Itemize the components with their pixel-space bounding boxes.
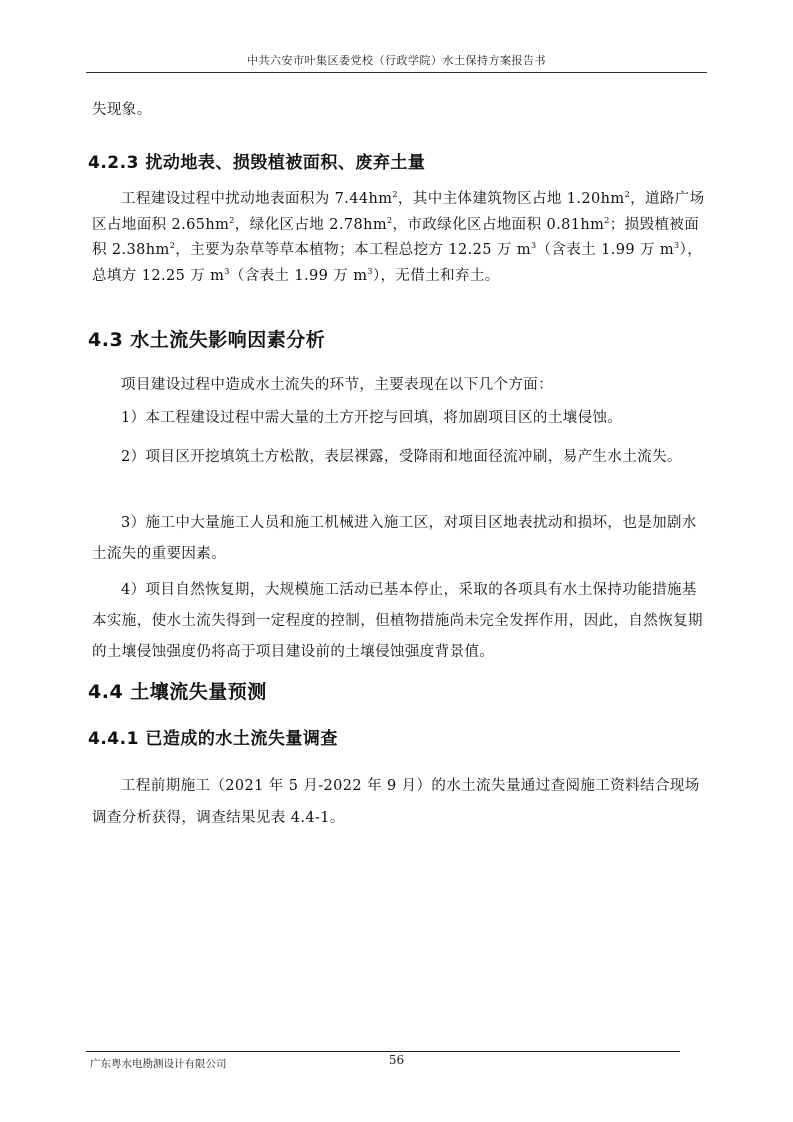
heading-4-3: 4.3 水土流失影响因素分析 — [88, 329, 326, 351]
disturb-text-f: ；损毁植被面积 2.38hm — [92, 216, 700, 258]
sup-area-1: 2 — [392, 190, 398, 200]
disturb-text-d: ，绿化区占地 2.78hm — [234, 216, 387, 233]
header-divider — [86, 72, 707, 73]
heading-4-4-1: 4.4.1 已造成的水土流失量调查 — [88, 729, 338, 749]
paragraph-factor-4: 4）项目自然恢复期，大规模施工活动已基本停止，采取的各项具有水土保持功能措施基本实施，使水土流失得到一定程度的控制，但植物措施尚未完全发挥作用，因此，自然恢复期的土壤侵蚀强度仍将高于项目建设前的土壤侵蚀强度背景值。 — [92, 582, 703, 660]
disturb-text-c: ，道路广场区占地面积 2.65hm — [92, 191, 705, 233]
sup-area-6: 2 — [169, 241, 176, 251]
paragraph-factors-intro: 项目建设过程中造成水土流失的环节，主要表现在以下几个方面： — [121, 377, 554, 393]
heading-4-4: 4.4 土壤流失量预测 — [88, 681, 267, 703]
heading-4-2-3: 4.2.3 扰动地表、损毁植被面积、废弃土量 — [88, 153, 426, 173]
disturb-text-b: ，其中主体建筑物区占地 1.20hm — [397, 191, 625, 207]
disturb-text-j: （含表土 1.99 万 m — [229, 267, 368, 284]
disturb-text-i: ），总填方 12.25 万 m — [92, 242, 703, 284]
paragraph-disturbance — [92, 187, 710, 289]
disturb-text-h: （含表土 1.99 万 m — [536, 242, 675, 258]
paragraph-factor-2: 2）项目区开挖填筑土方松散，表层裸露，受降雨和地面径流冲刷，易产生水土流失。 — [121, 449, 682, 465]
header-title: 中共六安市叶集区委党校（行政学院）水土保持方案报告书 — [247, 54, 546, 67]
sup-area-4: 2 — [386, 215, 393, 225]
paragraph-survey: 工程前期施工（2021 年 5 月-2022 年 9 月）的水土流失量通过查阅施工资料结合现场调查分析获得，调查结果见表 4.4-1。 — [92, 778, 700, 826]
disturb-text-g: ，主要为杂草等草本植物；本工程总挖方 12.25 万 m — [175, 242, 531, 258]
sup-area-3: 2 — [229, 215, 235, 225]
page-number: 56 — [388, 1053, 405, 1067]
disturb-text-a: 工程建设过程中扰动地表面积为 7.44hm — [121, 191, 393, 207]
sup-area-2: 2 — [624, 190, 631, 200]
sup-volume-1: 3 — [530, 241, 537, 251]
paragraph-factor-3: 3）施工中大量施工人员和施工机械进入施工区，对项目区地表扰动和损坏，也是加剧水土流失的重要因素。 — [92, 515, 697, 562]
sup-volume-4: 3 — [367, 266, 373, 276]
sup-volume-2: 3 — [674, 241, 680, 251]
disturb-text-k: ），无借土和弃土。 — [372, 267, 500, 284]
footer-divider — [86, 1051, 680, 1052]
sup-volume-3: 3 — [224, 266, 230, 276]
footer-company: 广东粤水电勘测设计有限公司 — [90, 1058, 227, 1070]
sup-area-5: 2 — [604, 215, 610, 225]
paragraph-factor-1: 1）本工程建设过程中需大量的土方开挖与回填，将加剧项目区的土壤侵蚀。 — [121, 410, 623, 426]
disturb-text-e: ，市政绿化区占地面积 0.81hm — [392, 216, 605, 233]
paragraph-continuation: 失现象。 — [92, 102, 152, 118]
